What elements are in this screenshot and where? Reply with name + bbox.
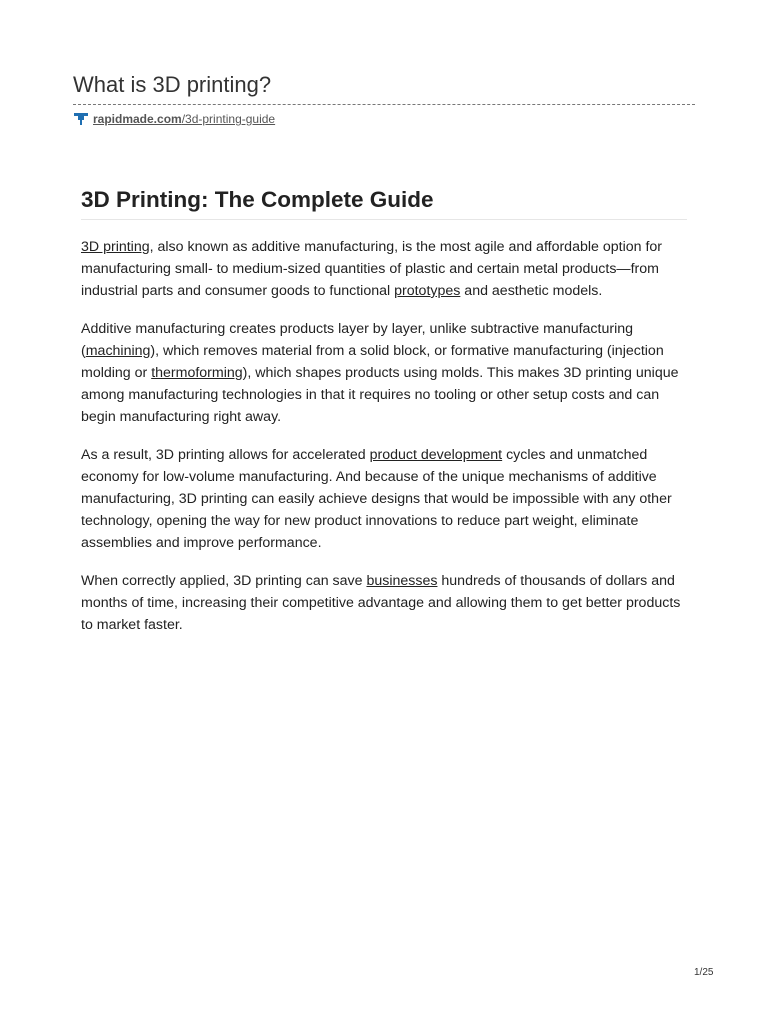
link-product-development[interactable]: product development: [369, 447, 503, 463]
source-path: /3d-printing-guide: [181, 112, 276, 126]
source-line: [73, 112, 695, 126]
paragraph-2-text-2: ), which removes material from a solid block, or formative manufacturing (injection molding or: [81, 343, 664, 381]
paragraph-4: [81, 570, 687, 636]
paragraph-1-text-2: and aesthetic models.: [460, 283, 603, 299]
link-machining[interactable]: machining: [85, 343, 151, 359]
article-heading: 3D Printing: The Complete Guide: [81, 184, 687, 220]
link-thermoforming[interactable]: thermoforming: [151, 365, 243, 381]
article-body: [81, 184, 687, 636]
paragraph-2-text-1: Additive manufacturing creates products layer by layer, unlike subtractive manufacturing (: [81, 321, 634, 359]
paragraph-3-text-2: cycles and unmatched economy for low-volume manufacturing. And because of the unique mechanisms of additive manufacturing, 3D printing can easily achieve designs that would be impossible with any other technology, opening the way for new product innovations to reduce part weight, eliminate assemblies and improve performance.: [81, 447, 672, 551]
paragraph-1: [81, 236, 687, 302]
paragraph-3: [81, 444, 687, 554]
paragraph-2: [81, 318, 687, 428]
page-number: 1/25: [694, 967, 714, 978]
paragraph-2-text-3: ), which shapes products using molds. This makes 3D printing unique among manufacturing technologies in that it requires no tooling or other setup costs and can begin manufacturing right away.: [81, 365, 679, 425]
page-header: [73, 70, 695, 126]
paragraph-4-text-1: When correctly applied, 3D printing can save: [81, 573, 367, 589]
paragraph-3-text-1: As a result, 3D printing allows for accelerated: [81, 447, 370, 463]
link-businesses[interactable]: businesses: [366, 573, 438, 589]
source-url-link[interactable]: [93, 112, 275, 126]
3d-printer-icon: [73, 112, 89, 126]
source-domain: rapidmade.com: [93, 112, 182, 126]
link-prototypes[interactable]: prototypes: [394, 283, 461, 299]
link-3d-printing[interactable]: 3D printing: [81, 239, 150, 255]
page-title: What is 3D printing?: [73, 70, 695, 105]
paragraph-4-text-2: hundreds of thousands of dollars and months of time, increasing their competitive advantage and allowing them to get better products to market faster.: [81, 573, 681, 633]
paragraph-1-text-1: , also known as additive manufacturing, is the most agile and affordable option for manufacturing small- to medium-sized quantities of plastic and certain metal products—from industrial parts and consumer goods to functional: [81, 239, 662, 299]
